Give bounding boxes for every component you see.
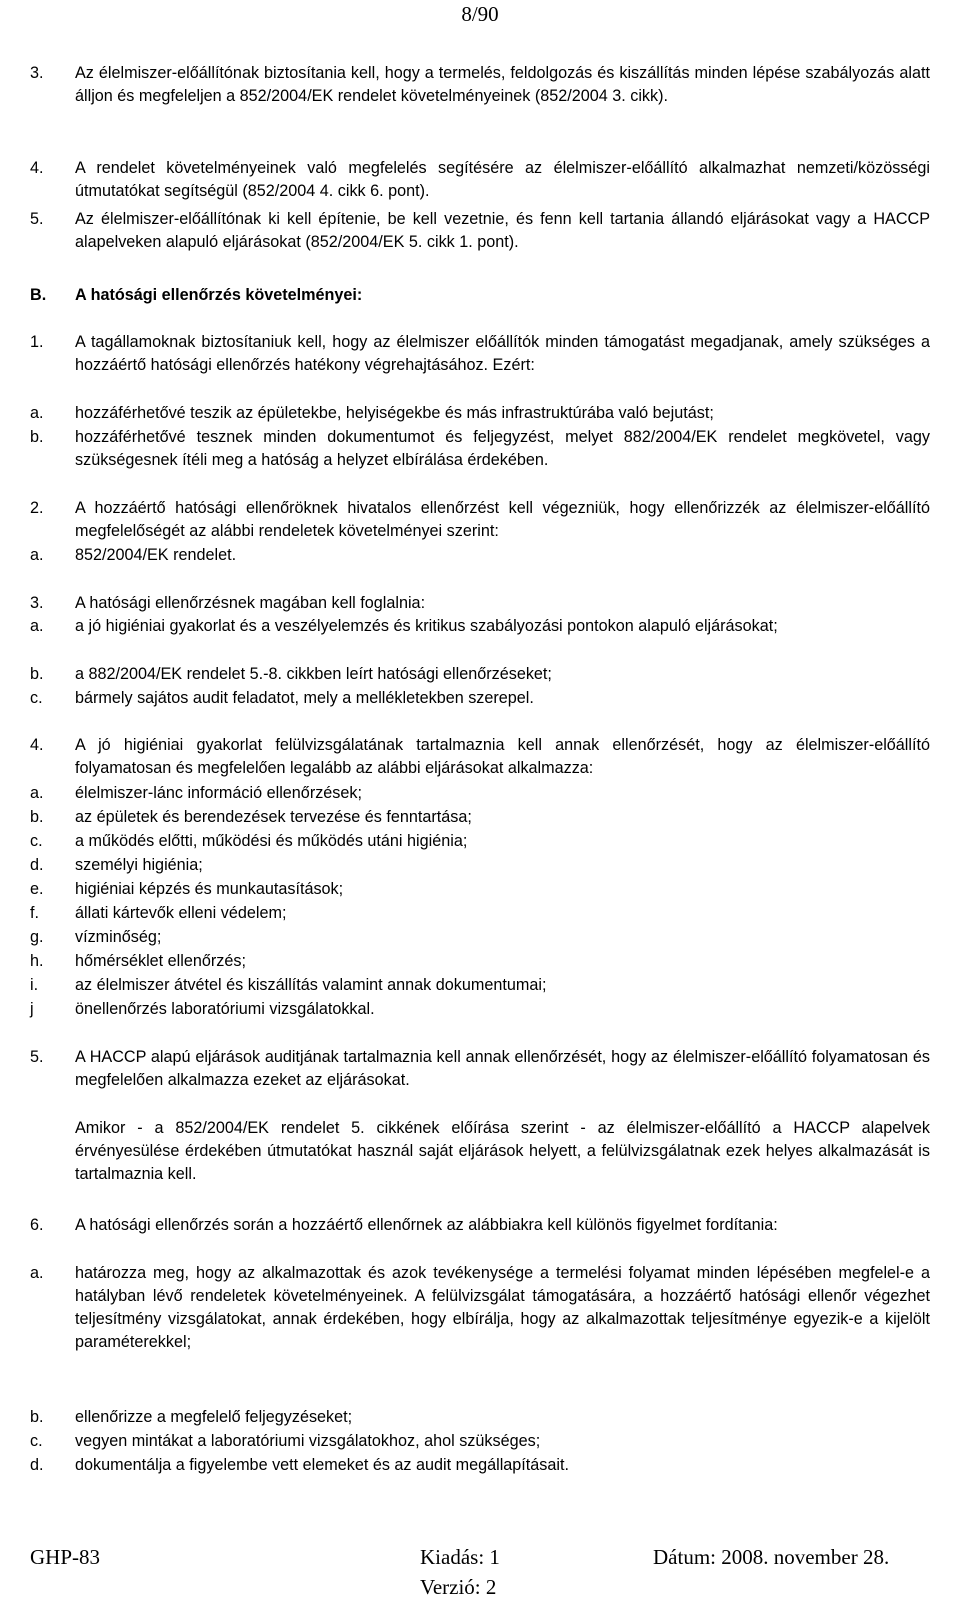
item-label: g. xyxy=(30,928,44,946)
list-item xyxy=(30,615,930,638)
list-item xyxy=(30,1454,930,1477)
item-label: 1. xyxy=(30,333,44,351)
list-item xyxy=(30,806,930,829)
list-item xyxy=(30,1046,930,1092)
item-label: 5. xyxy=(30,210,44,228)
item-label: b. xyxy=(30,1408,44,1426)
footer-date: Dátum: 2008. november 28. xyxy=(653,1545,890,1569)
item-label: 4. xyxy=(30,159,44,177)
item-text: A hatósági ellenőrzésnek magában kell foglalnia: xyxy=(75,594,426,612)
item-text: A hozzáértő hatósági ellenőröknek hivatalos ellenőrzést kell végezniük, hogy ellenőrizzék az élelmiszer-előállító megfelelőségét az alábbi rendeletek követelményei szerint: xyxy=(75,499,930,540)
item-label: 4. xyxy=(30,736,44,754)
list-item xyxy=(30,208,930,254)
item-text: a 882/2004/EK rendelet 5.-8. cikkben leírt hatósági ellenőrzéseket; xyxy=(75,665,552,683)
list-item xyxy=(30,998,930,1021)
item-text: higiéniai képzés és munkautasítások; xyxy=(75,880,344,898)
list-item xyxy=(30,902,930,925)
item-text: A hatósági ellenőrzés során a hozzáértő ellenőrnek az alábbiakra kell különös figyelmet fordítania: xyxy=(75,1216,778,1234)
item-text: vegyen mintákat a laboratóriumi vizsgálatokhoz, ahol szükséges; xyxy=(75,1432,541,1450)
list-item xyxy=(30,402,930,425)
list-item xyxy=(30,663,930,686)
item-label: 3. xyxy=(30,594,44,612)
list-item xyxy=(30,544,930,567)
item-text: A hatósági ellenőrzés követelményei: xyxy=(75,286,363,304)
list-item xyxy=(30,1117,930,1186)
item-label: c. xyxy=(30,689,43,707)
list-item xyxy=(30,926,930,949)
list-item xyxy=(30,854,930,877)
item-text: a működés előtti, működési és működés utáni higiénia; xyxy=(75,832,468,850)
item-label: c. xyxy=(30,832,43,850)
footer-edition: Kiadás: 1 xyxy=(420,1545,500,1569)
item-text: hozzáférhetővé tesznek minden dokumentumot és feljegyzést, melyet 882/2004/EK rendelet megkövetel, vagy szükségesnek ítéli meg a hatóság a helyzet elbírálása érdekében. xyxy=(75,428,930,469)
item-text: A jó higiéniai gyakorlat felülvizsgálatának tartalmaznia kell annak ellenőrzését, hogy az élelmiszer-előállító folyamatosan és megfelelően legalább az alábbi eljárásokat alkalmazza: xyxy=(75,736,930,777)
item-text: önellenőrzés laboratóriumi vizsgálatokkal. xyxy=(75,1000,375,1018)
item-text: vízminőség; xyxy=(75,928,162,946)
item-label: a. xyxy=(30,546,44,564)
item-label: 2. xyxy=(30,499,44,517)
list-item xyxy=(30,950,930,973)
item-text: Az élelmiszer-előállítónak biztosítania kell, hogy a termelés, feldolgozás és kiszállítás minden lépése szabályozás alatt álljon és megfeleljen a 852/2004/EK rendelet követelményeinek (852/2004 3. cikk). xyxy=(75,64,930,105)
list-item xyxy=(30,62,930,108)
item-label: 5. xyxy=(30,1048,44,1066)
item-label: b. xyxy=(30,808,44,826)
item-text: bármely sajátos audit feladatot, mely a mellékletekben szerepel. xyxy=(75,689,534,707)
list-item xyxy=(30,426,930,472)
item-text: személyi higiénia; xyxy=(75,856,203,874)
list-item xyxy=(30,687,930,710)
list-item xyxy=(30,974,930,997)
item-text: élelmiszer-lánc információ ellenőrzések; xyxy=(75,784,362,802)
item-text: Az élelmiszer-előállítónak ki kell építenie, be kell vezetnie, és fenn kell tartania állandó eljárásokat vagy a HACCP alapelveken alapuló eljárásokat (852/2004/EK 5. cikk 1. pont). xyxy=(75,210,930,251)
list-item xyxy=(30,878,930,901)
page-number: 8/90 xyxy=(461,2,499,26)
list-item xyxy=(30,592,930,615)
list-item xyxy=(30,1214,930,1237)
item-text: hőmérséklet ellenőrzés; xyxy=(75,952,246,970)
item-label: d. xyxy=(30,1456,44,1474)
item-label: i. xyxy=(30,976,39,994)
list-item xyxy=(30,497,930,543)
item-label: b. xyxy=(30,665,44,683)
list-item xyxy=(30,1430,930,1453)
item-label: b. xyxy=(30,428,44,446)
footer-doc-code: GHP-83 xyxy=(30,1545,101,1569)
list-item xyxy=(30,782,930,805)
item-label: a. xyxy=(30,617,44,635)
item-text: A rendelet követelményeinek való megfelelés segítésére az élelmiszer-előállító alkalmazhat nemzeti/közösségi útmutatókat segítségül (852/2004 4. cikk 6. pont). xyxy=(75,159,930,200)
item-label: h. xyxy=(30,952,44,970)
item-label: c. xyxy=(30,1432,43,1450)
item-label: a. xyxy=(30,784,44,802)
item-text: a jó higiéniai gyakorlat és a veszélyelemzés és kritikus szabályozási pontokon alapuló eljárásokat; xyxy=(75,617,778,635)
item-text: állati kártevők elleni védelem; xyxy=(75,904,287,922)
item-text: A tagállamoknak biztosítaniuk kell, hogy az élelmiszer előállítók minden támogatást megadjanak, amely szükséges a hozzáértő hatósági ellenőrzés hatékony végrehajtásához. Ezért: xyxy=(75,333,930,374)
list-item xyxy=(30,734,930,780)
list-item xyxy=(30,1406,930,1429)
list-item xyxy=(30,1262,930,1354)
item-text: Amikor - a 852/2004/EK rendelet 5. cikkének előírása szerint - az élelmiszer-előállító a HACCP alapelvek érvényesülése érdekében útmutatókat használ saját eljárások helyett, a felülvizsgálatnak ezek helyes alkalmazását is tartalmaznia kell. xyxy=(75,1119,930,1183)
list-item xyxy=(30,331,930,377)
item-label: f. xyxy=(30,904,39,922)
list-item xyxy=(30,830,930,853)
item-text: 852/2004/EK rendelet. xyxy=(75,546,237,564)
item-text: ellenőrizze a megfelelő feljegyzéseket; xyxy=(75,1408,353,1426)
item-label: d. xyxy=(30,856,44,874)
item-label: 6. xyxy=(30,1216,44,1234)
item-label: a. xyxy=(30,1264,44,1282)
item-text: hozzáférhetővé teszik az épületekbe, helyiségekbe és más infrastruktúrába való bejutást; xyxy=(75,404,714,422)
item-label: 3. xyxy=(30,64,44,82)
list-item xyxy=(30,157,930,203)
footer-version: Verzió: 2 xyxy=(420,1575,497,1599)
list-item xyxy=(30,284,930,307)
item-label: B. xyxy=(30,286,47,304)
item-label: j xyxy=(30,1000,34,1018)
item-label: a. xyxy=(30,404,44,422)
item-text: az épületek és berendezések tervezése és fenntartása; xyxy=(75,808,472,826)
item-text: határozza meg, hogy az alkalmazottak és azok tevékenysége a termelési folyamat minden lépésében megfelel-e a hatályban lévő rendeletek követelményeinek. A felülvizsgálat támogatására, a hozzáértő hatósági ellenőr végezhet teljesítmény vizsgálatokat, annak érdekében, hogy elbírálja, hogy az alkalmazottak teljesítménye egyezik-e a kijelölt paraméterekkel; xyxy=(75,1264,930,1351)
item-text: az élelmiszer átvétel és kiszállítás valamint annak dokumentumai; xyxy=(75,976,547,994)
item-text: dokumentálja a figyelembe vett elemeket és az audit megállapításait. xyxy=(75,1456,569,1474)
item-label: e. xyxy=(30,880,44,898)
item-text: A HACCP alapú eljárások auditjának tartalmaznia kell annak ellenőrzését, hogy az élelmiszer-előállító folyamatosan és megfelelően alkalmazza ezeket az eljárásokat. xyxy=(75,1048,930,1089)
